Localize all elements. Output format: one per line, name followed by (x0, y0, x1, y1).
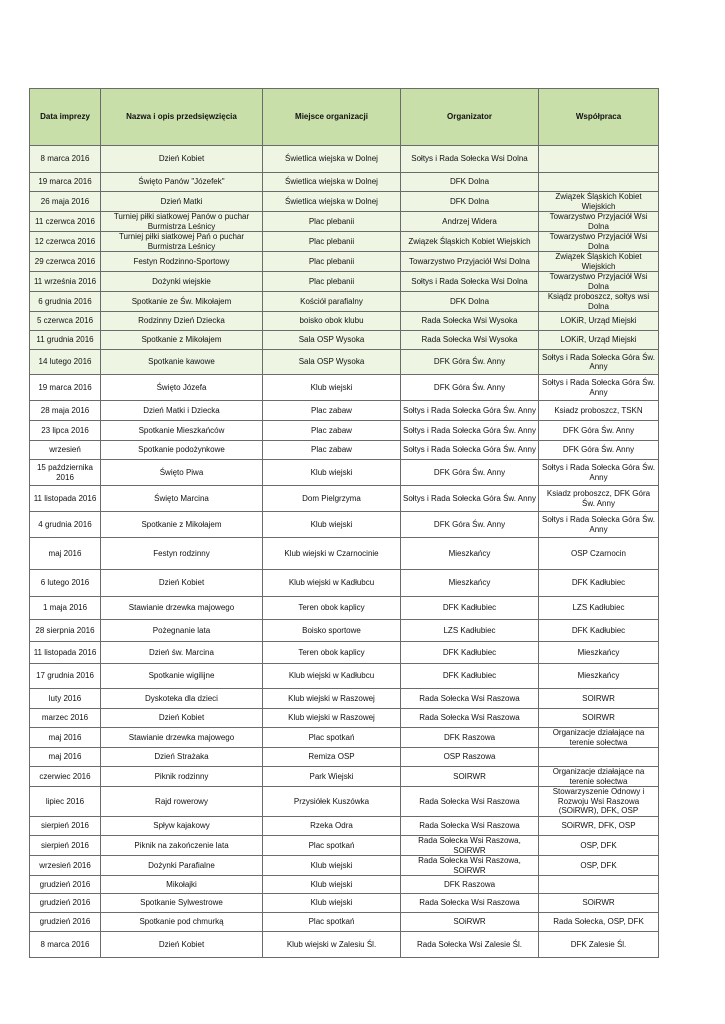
cell-date: 28 sierpnia 2016 (30, 620, 101, 642)
cell-place: Świetlica wiejska w Dolnej (263, 173, 401, 192)
cell-place: Plac plebanii (263, 272, 401, 292)
table-row (30, 192, 659, 212)
cell-cooperation: Związek Śląskich Kobiet Wiejskich (539, 192, 659, 212)
cell-cooperation: SOiRWR (539, 894, 659, 913)
cell-organizer: Towarzystwo Przyjaciół Wsi Dolna (401, 252, 539, 272)
table-row (30, 664, 659, 689)
cell-place: Kościół parafialny (263, 292, 401, 312)
cell-cooperation: Sołtys i Rada Sołecka Góra Św. Anny (539, 350, 659, 375)
cell-date: 11 grudnia 2016 (30, 331, 101, 350)
cell-date: 17 grudnia 2016 (30, 664, 101, 689)
cell-date: luty 2016 (30, 689, 101, 709)
cell-organizer: DFK Raszowa (401, 876, 539, 894)
table-row (30, 836, 659, 856)
table-row (30, 212, 659, 232)
table-row (30, 252, 659, 272)
cell-organizer: DFK Góra Św. Anny (401, 512, 539, 538)
cell-place: Remiza OSP (263, 748, 401, 767)
cell-name: Święto Józefa (101, 375, 263, 401)
cell-date: 11 listopada 2016 (30, 486, 101, 512)
cell-place: Klub wiejski w Raszowej (263, 689, 401, 709)
cell-name: Spotkanie z Mikołajem (101, 512, 263, 538)
cell-date: 15 października 2016 (30, 460, 101, 486)
cell-cooperation: Ksiadz proboszcz, DFK Góra Św. Anny (539, 486, 659, 512)
cell-place: Teren obok kaplicy (263, 642, 401, 664)
cell-date: 8 marca 2016 (30, 932, 101, 958)
cell-cooperation: Sołtys i Rada Sołecka Góra Św. Anny (539, 512, 659, 538)
cell-name: Spotkanie ze Św. Mikołajem (101, 292, 263, 312)
cell-cooperation (539, 173, 659, 192)
cell-organizer: Rada Sołecka Wsi Raszowa, SOiRWR (401, 856, 539, 876)
cell-place: Dom Pielgrzyma (263, 486, 401, 512)
header-date: Data imprezy (30, 89, 101, 146)
cell-name: Dożynki wiejskie (101, 272, 263, 292)
cell-place: Plac zabaw (263, 401, 401, 421)
cell-cooperation: Rada Sołecka, OSP, DFK (539, 913, 659, 932)
cell-organizer: DFK Kadłubiec (401, 664, 539, 689)
cell-date: 19 marca 2016 (30, 375, 101, 401)
cell-cooperation (539, 146, 659, 173)
cell-organizer: DFK Kadłubiec (401, 642, 539, 664)
cell-place: Klub wiejski (263, 856, 401, 876)
cell-name: Spływ kajakowy (101, 817, 263, 836)
cell-name: Dzień Kobiet (101, 146, 263, 173)
cell-organizer: Rada Sołecka Wsi Wysoka (401, 312, 539, 331)
cell-cooperation: LZS Kadłubiec (539, 597, 659, 620)
cell-date: 4 grudnia 2016 (30, 512, 101, 538)
table-row (30, 173, 659, 192)
cell-place: Sala OSP Wysoka (263, 331, 401, 350)
cell-place: Plac spotkań (263, 728, 401, 748)
cell-name: Stawianie drzewka majowego (101, 728, 263, 748)
cell-name: Święto Marcina (101, 486, 263, 512)
cell-place: Klub wiejski w Raszowej (263, 709, 401, 728)
cell-date: 1 maja 2016 (30, 597, 101, 620)
table-row (30, 709, 659, 728)
cell-organizer: Mieszkańcy (401, 570, 539, 597)
cell-organizer: DFK Góra Św. Anny (401, 350, 539, 375)
cell-cooperation: SOiRWR, DFK, OSP (539, 817, 659, 836)
cell-name: Dożynki Parafialne (101, 856, 263, 876)
cell-cooperation: OSP Czarnocin (539, 538, 659, 570)
cell-cooperation: LOKiR, Urząd Miejski (539, 331, 659, 350)
table-row (30, 292, 659, 312)
cell-organizer: DFK Góra Św. Anny (401, 460, 539, 486)
cell-name: Turniej piłki siatkowej Panów o puchar Burmistrza Leśnicy (101, 212, 263, 232)
cell-organizer: DFK Dolna (401, 292, 539, 312)
table-row (30, 597, 659, 620)
table-row (30, 441, 659, 460)
cell-place: boisko obok klubu (263, 312, 401, 331)
cell-organizer: Rada Sołecka Wsi Raszowa (401, 709, 539, 728)
table-row (30, 331, 659, 350)
cell-cooperation (539, 876, 659, 894)
cell-date: 26 maja 2016 (30, 192, 101, 212)
cell-date: 5 czerwca 2016 (30, 312, 101, 331)
cell-organizer: LZS Kadłubiec (401, 620, 539, 642)
table-row (30, 232, 659, 252)
cell-date: 11 listopada 2016 (30, 642, 101, 664)
cell-date: 14 lutego 2016 (30, 350, 101, 375)
table-row (30, 642, 659, 664)
cell-organizer: OSP Raszowa (401, 748, 539, 767)
cell-name: Dzień Kobiet (101, 709, 263, 728)
cell-cooperation: OSP, DFK (539, 836, 659, 856)
cell-cooperation: OSP, DFK (539, 856, 659, 876)
table-row (30, 932, 659, 958)
table-row (30, 401, 659, 421)
cell-organizer: Sołtys i Rada Sołecka Góra Św. Anny (401, 486, 539, 512)
cell-organizer: DFK Raszowa (401, 728, 539, 748)
cell-name: Dzień Matki i Dziecka (101, 401, 263, 421)
cell-cooperation: LOKiR, Urząd Miejski (539, 312, 659, 331)
cell-place: Świetlica wiejska w Dolnej (263, 146, 401, 173)
cell-date: wrzesień (30, 441, 101, 460)
cell-cooperation: DFK Zalesie Śl. (539, 932, 659, 958)
cell-name: Dzień Kobiet (101, 932, 263, 958)
cell-date: 12 czerwca 2016 (30, 232, 101, 252)
cell-cooperation: Związek Śląskich Kobiet Wiejskich (539, 252, 659, 272)
cell-cooperation: DFK Kadłubiec (539, 570, 659, 597)
header-organizer: Organizator (401, 89, 539, 146)
cell-cooperation (539, 748, 659, 767)
cell-organizer: Rada Sołecka Wsi Raszowa (401, 689, 539, 709)
cell-organizer: Sołtys i Rada Sołecka Góra Św. Anny (401, 441, 539, 460)
cell-place: Plac plebanii (263, 212, 401, 232)
table-row (30, 620, 659, 642)
cell-organizer: Sołtys i Rada Sołecka Wsi Dolna (401, 146, 539, 173)
cell-organizer: SOiRWR (401, 913, 539, 932)
cell-organizer: Rada Sołecka Wsi Zalesie Śl. (401, 932, 539, 958)
cell-date: maj 2016 (30, 748, 101, 767)
cell-organizer: Rada Sołecka Wsi Raszowa (401, 817, 539, 836)
table-row (30, 787, 659, 817)
cell-cooperation: Sołtys i Rada Sołecka Góra Św. Anny (539, 460, 659, 486)
table-row (30, 817, 659, 836)
header-row (30, 89, 659, 146)
cell-name: Dzień Matki (101, 192, 263, 212)
cell-organizer: DFK Kadłubiec (401, 597, 539, 620)
cell-cooperation: SOIRWR (539, 709, 659, 728)
cell-date: grudzień 2016 (30, 913, 101, 932)
cell-name: Dzień św. Marcina (101, 642, 263, 664)
cell-name: Spotkanie Mieszkańców (101, 421, 263, 441)
cell-organizer: Rada Sołecka Wsi Wysoka (401, 331, 539, 350)
events-table (29, 88, 659, 958)
cell-date: 6 lutego 2016 (30, 570, 101, 597)
cell-date: 8 marca 2016 (30, 146, 101, 173)
cell-organizer: DFK Dolna (401, 173, 539, 192)
cell-place: Plac plebanii (263, 232, 401, 252)
cell-organizer: Sołtys i Rada Sołecka Góra Św. Anny (401, 401, 539, 421)
table-row (30, 728, 659, 748)
cell-cooperation: Ksiądz proboszcz, sołtys wsi Dolna (539, 292, 659, 312)
cell-date: czerwiec 2016 (30, 767, 101, 787)
cell-place: Teren obok kaplicy (263, 597, 401, 620)
cell-cooperation: Stowarzyszenie Odnowy i Rozwoju Wsi Raszowa (SOiRWR), DFK, OSP (539, 787, 659, 817)
cell-date: 19 marca 2016 (30, 173, 101, 192)
cell-place: Świetlica wiejska w Dolnej (263, 192, 401, 212)
cell-place: Klub wiejski (263, 894, 401, 913)
header-name: Nazwa i opis przedsięwzięcia (101, 89, 263, 146)
cell-name: Rodzinny Dzień Dziecka (101, 312, 263, 331)
cell-date: lipiec 2016 (30, 787, 101, 817)
cell-organizer: DFK Góra Św. Anny (401, 375, 539, 401)
table-row (30, 350, 659, 375)
cell-date: 28 maja 2016 (30, 401, 101, 421)
cell-date: grudzień 2016 (30, 894, 101, 913)
cell-date: maj 2016 (30, 538, 101, 570)
cell-name: Festyn rodzinny (101, 538, 263, 570)
table-row (30, 460, 659, 486)
cell-place: Klub wiejski w Czarnocinie (263, 538, 401, 570)
cell-organizer: DFK Dolna (401, 192, 539, 212)
table-row (30, 894, 659, 913)
cell-organizer: Rada Sołecka Wsi Raszowa (401, 894, 539, 913)
cell-cooperation: Towarzystwo Przyjaciół Wsi Dolna (539, 272, 659, 292)
cell-name: Spotkanie podożynkowe (101, 441, 263, 460)
cell-name: Spotkanie z Mikołajem (101, 331, 263, 350)
cell-name: Spotkanie kawowe (101, 350, 263, 375)
cell-name: Mikołajki (101, 876, 263, 894)
cell-name: Święto Panów "Józefek" (101, 173, 263, 192)
cell-name: Pożegnanie lata (101, 620, 263, 642)
cell-name: Spotkanie Sylwestrowe (101, 894, 263, 913)
table-row (30, 312, 659, 331)
cell-cooperation: SOIRWR (539, 689, 659, 709)
cell-organizer: Sołtys i Rada Sołecka Wsi Dolna (401, 272, 539, 292)
cell-date: wrzesień 2016 (30, 856, 101, 876)
cell-place: Plac zabaw (263, 421, 401, 441)
table-row (30, 856, 659, 876)
cell-place: Przysiółek Kuszówka (263, 787, 401, 817)
cell-date: 23 lipca 2016 (30, 421, 101, 441)
cell-date: 11 czerwca 2016 (30, 212, 101, 232)
cell-cooperation: DFK Góra Św. Anny (539, 421, 659, 441)
cell-place: Klub wiejski (263, 876, 401, 894)
table-row (30, 767, 659, 787)
cell-date: 29 czerwca 2016 (30, 252, 101, 272)
cell-name: Rajd rowerowy (101, 787, 263, 817)
cell-cooperation: Ksiadz proboszcz, TSKN (539, 401, 659, 421)
table-row (30, 913, 659, 932)
cell-cooperation: Mieszkańcy (539, 642, 659, 664)
cell-name: Dzień Kobiet (101, 570, 263, 597)
cell-place: Klub wiejski w Zalesiu Śl. (263, 932, 401, 958)
table-row (30, 748, 659, 767)
table-row (30, 538, 659, 570)
cell-date: 11 września 2016 (30, 272, 101, 292)
cell-place: Rzeka Odra (263, 817, 401, 836)
table-row (30, 689, 659, 709)
cell-name: Piknik na zakończenie lata (101, 836, 263, 856)
cell-date: sierpień 2016 (30, 817, 101, 836)
table-row (30, 272, 659, 292)
cell-name: Dzień Strażaka (101, 748, 263, 767)
cell-date: 6 grudnia 2016 (30, 292, 101, 312)
cell-name: Spotkanie pod chmurką (101, 913, 263, 932)
table-row (30, 486, 659, 512)
cell-place: Klub wiejski w Kadłubcu (263, 664, 401, 689)
table-row (30, 512, 659, 538)
cell-cooperation: DFK Kadłubiec (539, 620, 659, 642)
cell-place: Klub wiejski (263, 375, 401, 401)
cell-organizer: Mieszkańcy (401, 538, 539, 570)
cell-organizer: Rada Sołecka Wsi Raszowa (401, 787, 539, 817)
cell-place: Plac spotkań (263, 836, 401, 856)
cell-cooperation: Mieszkańcy (539, 664, 659, 689)
cell-place: Park Wiejski (263, 767, 401, 787)
cell-place: Boisko sportowe (263, 620, 401, 642)
cell-cooperation: Towarzystwo Przyjaciół Wsi Dolna (539, 212, 659, 232)
cell-name: Spotkanie wigilijne (101, 664, 263, 689)
cell-name: Festyn Rodzinno-Sportowy (101, 252, 263, 272)
cell-place: Klub wiejski (263, 512, 401, 538)
cell-place: Klub wiejski w Kadłubcu (263, 570, 401, 597)
cell-cooperation: Sołtys i Rada Sołecka Góra Św. Anny (539, 375, 659, 401)
cell-name: Stawianie drzewka majowego (101, 597, 263, 620)
cell-date: marzec 2016 (30, 709, 101, 728)
cell-cooperation: Organizacje działające na terenie sołectwa (539, 767, 659, 787)
cell-place: Plac zabaw (263, 441, 401, 460)
cell-cooperation: Towarzystwo Przyjaciół Wsi Dolna (539, 232, 659, 252)
table-row (30, 876, 659, 894)
cell-place: Plac spotkań (263, 913, 401, 932)
cell-date: sierpień 2016 (30, 836, 101, 856)
cell-organizer: Związek Śląskich Kobiet Wiejskich (401, 232, 539, 252)
cell-name: Piknik rodzinny (101, 767, 263, 787)
cell-date: grudzień 2016 (30, 876, 101, 894)
table-row (30, 421, 659, 441)
cell-place: Klub wiejski (263, 460, 401, 486)
cell-cooperation: Organizacje działające na terenie sołectwa (539, 728, 659, 748)
cell-organizer: Sołtys i Rada Sołecka Góra Św. Anny (401, 421, 539, 441)
table-row (30, 375, 659, 401)
cell-name: Turniej piłki siatkowej Pań o puchar Burmistrza Leśnicy (101, 232, 263, 252)
cell-organizer: SOIRWR (401, 767, 539, 787)
cell-organizer: Andrzej Widera (401, 212, 539, 232)
table-row (30, 146, 659, 173)
header-place: Miejsce organizacji (263, 89, 401, 146)
table-row (30, 570, 659, 597)
cell-cooperation: DFK Góra Św. Anny (539, 441, 659, 460)
cell-date: maj 2016 (30, 728, 101, 748)
cell-place: Sala OSP Wysoka (263, 350, 401, 375)
table-body (30, 146, 659, 958)
cell-name: Święto Piwa (101, 460, 263, 486)
cell-name: Dyskoteka dla dzieci (101, 689, 263, 709)
cell-organizer: Rada Sołecka Wsi Raszowa, SOiRWR (401, 836, 539, 856)
cell-place: Plac plebanii (263, 252, 401, 272)
header-cooperation: Współpraca (539, 89, 659, 146)
